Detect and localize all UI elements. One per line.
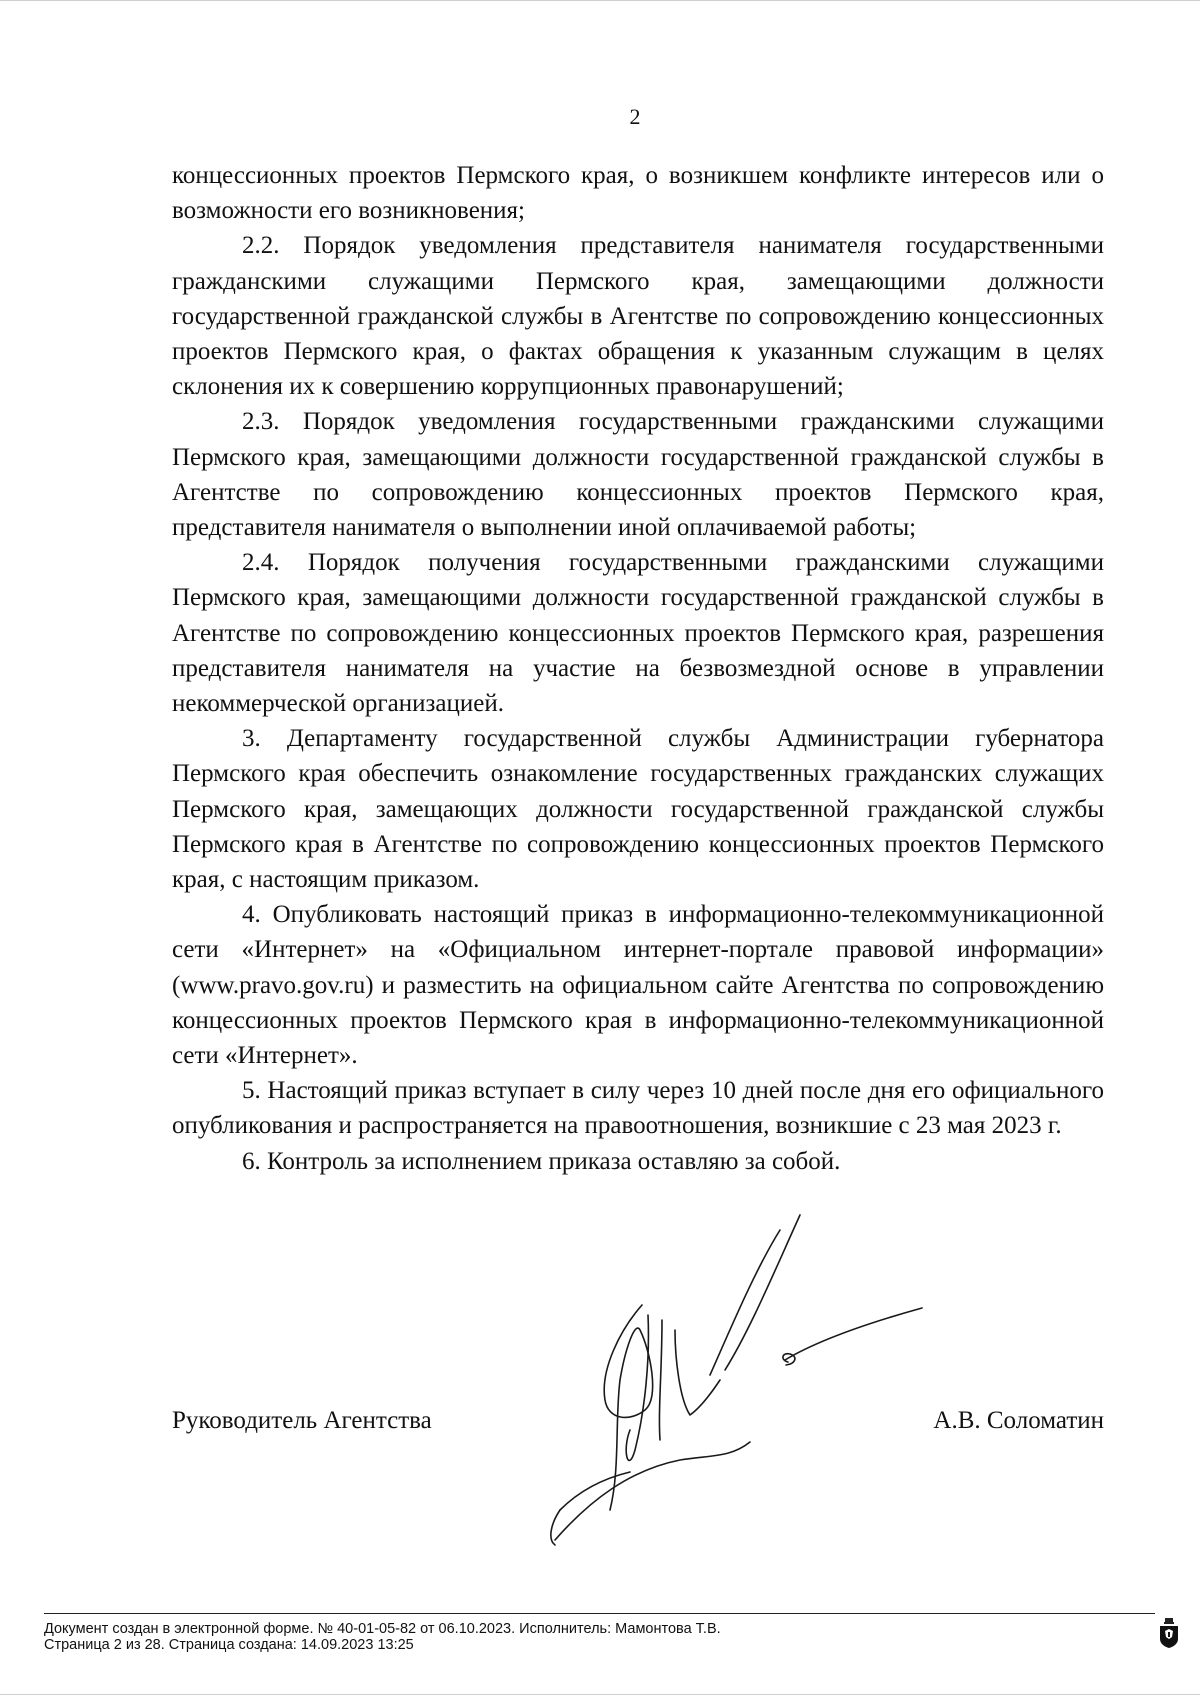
bottom-border-line <box>0 1694 1200 1695</box>
document-body <box>172 158 1104 1179</box>
paragraph-2-4: 2.4. Порядок получения государственными гражданскими служащими Пермского края, замещающими должности государственной гражданской службы в Агентстве по сопровождению концессионных проектов Пермского края, разрешения представителя нанимателя на участие на безвозмездной основе в управлении некоммерческой организацией. <box>172 549 1104 718</box>
position-title: Руководитель Агентства <box>172 1407 432 1434</box>
paragraph-2-2: 2.2. Порядок уведомления представителя нанимателя государственными гражданскими служащими Пермского края, замещающими должности государственной гражданской службы в Агентстве по сопровождению концессионных проектов Пермского края, о фактах обращения к указанным служащим в целях склонения их к совершению коррупционных правонарушений; <box>172 232 1104 401</box>
paragraph-3: 3. Департаменту государственной службы Администрации губернатора Пермского края обеспечить ознакомление государственных гражданских служащих Пермского края, замещающих должности государственной гражданской службы Пермского края в Агентстве по сопровождению концессионных проектов Пермского края, с настоящим приказом. <box>172 725 1104 894</box>
paragraph-5: 5. Настоящий приказ вступает в силу через 10 дней после дня его официального опубликования и распространяется на правоотношения, возникшие с 23 мая 2023 г. <box>172 1077 1104 1140</box>
paragraph-6: 6. Контроль за исполнением приказа оставляю за собой. <box>242 1147 841 1175</box>
footer-line-document-info: Документ создан в электронной форме. № 40-01-05-82 от 06.10.2023. Исполнитель: Мамонтова Т.В. <box>44 1621 721 1637</box>
paragraph-2-3: 2.3. Порядок уведомления государственными гражданскими служащими Пермского края, замещающими должности государственной гражданской службы в Агентстве по сопровождению концессионных проектов Пермского края, представителя нанимателя о выполнении иной оплачиваемой работы; <box>172 408 1104 542</box>
footer-divider <box>44 1613 1155 1614</box>
handwritten-signature <box>550 1210 950 1570</box>
page-number: 2 <box>629 104 641 129</box>
footer <box>44 1621 721 1653</box>
coat-of-arms-icon <box>1158 1617 1180 1649</box>
signer-name: А.В. Соломатин <box>933 1407 1104 1434</box>
paragraph-4: 4. Опубликовать настоящий приказ в информационно-телекоммуникационной сети «Интернет» на «Официальном интернет-портале правовой информации» (www.pravo.gov.ru) и разместить на официальном сайте Агентства по сопровождению концессионных проектов Пермского края в информационно-телекоммуникационной сети «Интернет». <box>172 901 1104 1070</box>
signature-row <box>172 1403 1104 1443</box>
paragraph-continuation: концессионных проектов Пермского края, о возникшем конфликте интересов или о возможности его возникновения; <box>172 162 1104 225</box>
top-border-line <box>0 0 1200 1</box>
footer-line-page-info: Страница 2 из 28. Страница создана: 14.09.2023 13:25 <box>44 1637 414 1653</box>
